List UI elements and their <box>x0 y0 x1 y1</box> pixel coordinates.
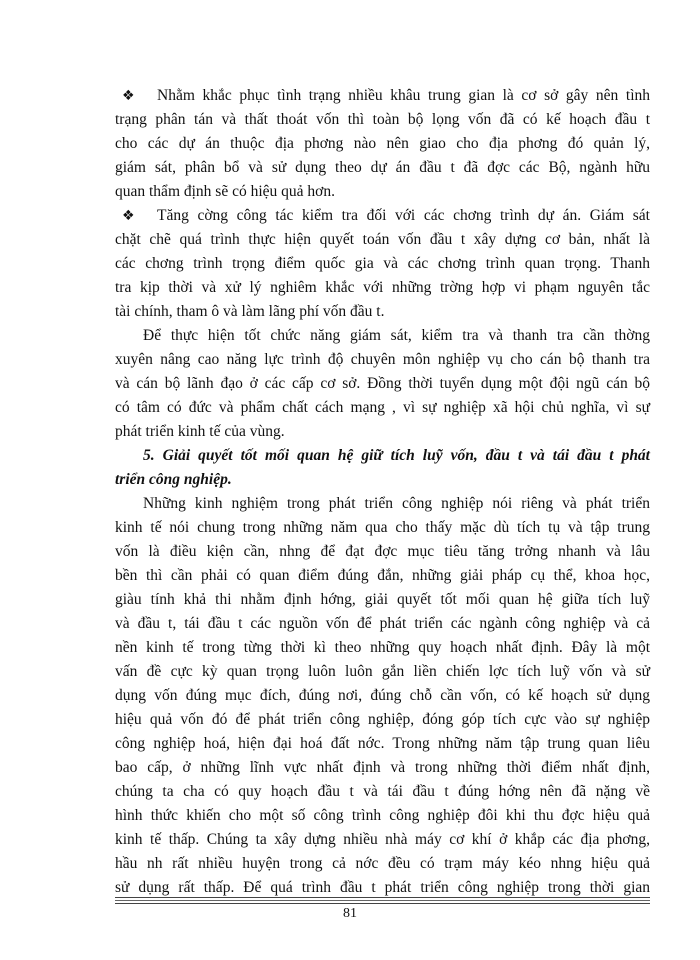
text-line: Để thực hiện tốt chức năng giám sát, kiểm tra và thanh tra cần thờng <box>143 327 650 344</box>
text-line: cho các dự án thuộc địa phơng nào nên giao cho địa phơng đó quản lý, <box>115 135 650 152</box>
text-line: Nhằm khắc phục tình trạng nhiều khâu trung gian là cơ sở gây nên tình <box>157 87 650 104</box>
text-line: các chơng trình trọng điểm quốc gia và các chơng trình quan trọng. Thanh <box>115 255 650 272</box>
text-line: và cán bộ lãnh đạo ở các cấp cơ sở. Đồng thời tuyển dụng một đội ngũ cán bộ <box>115 375 650 392</box>
text-line: và đầu t, tái đầu t các nguồn vốn để phát triển các ngành công nghiệp và cả <box>115 615 650 632</box>
section-heading: 5. Giải quyết tốt mối quan hệ giữ tích luỹ vốn, đầu t và tái đầu t phát <box>143 447 650 464</box>
text-line: giám sát, phân bổ và sử dụng theo dự án đầu t đã đợc các Bộ, ngành hữu <box>115 159 650 176</box>
page-number: 81 <box>343 906 357 921</box>
text-line: vốn là điều kiện cần, nhng để đạt đợc mục tiêu tăng trởng nhanh và lâu <box>115 543 650 560</box>
text-line: hiệu quả vốn đó để phát triển công nghiệp, đóng góp tích cực vào sự nghiệp <box>115 711 650 728</box>
text-line: vấn đề cực kỳ quan trọng luôn luôn gắn liền chiến lợc tích luỹ vốn và sử <box>115 663 650 680</box>
text-line: sử dụng rất thấp. Để quá trình đầu t phát triển công nghiệp trong thời gian <box>115 879 650 896</box>
text-line: trạng phân tán và thất thoát vốn thì toàn bộ lọng vốn đã có kế hoạch đầu t <box>115 111 650 128</box>
text-line: hầu nh rất nhiều huyện trong cả nớc đều có trạm máy kéo nhng hiệu quả <box>115 855 650 872</box>
text-line: công nghiệp hoá, hiện đại hoá đất nớc. Trong những năm tập trung quan liêu <box>115 735 650 752</box>
text-line: kinh tế nói chung trong những năm qua cho thấy mặc dù tích tụ và tập trung <box>115 519 650 536</box>
text-line: phát triển kinh tế của vùng. <box>115 423 285 440</box>
text-line: chặt chẽ quá trình thực hiện quyết toán vốn đầu t xây dựng cơ bản, nhất là <box>115 231 650 248</box>
text-line: xuyên nâng cao năng lực trình độ chuyên môn nghiệp vụ cho cán bộ thanh tra <box>115 351 650 368</box>
diamond-bullet-icon: ❖ <box>122 88 135 104</box>
text-line: giàu tính khả thi nhằm định hớng, giải quyết tốt mối quan hệ giữa tích luỹ <box>115 591 650 608</box>
text-line: hình thức khiến cho một số công trình công nghiệp đôi khi thu đợc hiệu quả <box>115 807 650 824</box>
text-line: bao cấp, ở những lĩnh vực nhất định và trong những thời điểm nhất định, <box>115 759 650 776</box>
footer-divider <box>115 897 650 904</box>
diamond-bullet-icon: ❖ <box>122 208 135 224</box>
text-line: tra kịp thời và xử lý nghiêm khắc với những trờng hợp vi phạm nguyên tắc <box>115 279 650 296</box>
text-line: Những kinh nghiệm trong phát triển công nghiệp nói riêng và phát triển <box>143 495 650 512</box>
text-line: tài chính, tham ô và làm lãng phí vốn đầu t. <box>115 303 385 320</box>
text-line: dụng vốn đúng mục đích, đúng nơi, đúng chỗ cần vốn, có kế hoạch sử dụng <box>115 687 650 704</box>
text-line: bền thì cần phải có quan điểm đúng đắn, những giải pháp cụ thể, khoa học, <box>115 567 650 584</box>
section-heading: triển công nghiệp. <box>115 471 232 488</box>
text-line: chúng ta cha có quy hoạch đầu t và tái đầu t đúng hớng nên đã nặng về <box>115 783 650 800</box>
text-line: có tâm có đức và phẩm chất cách mạng , vì sự nghiệp xã hội chủ nghĩa, vì sự <box>115 399 650 416</box>
text-line: kinh tế thấp. Chúng ta xây dựng nhiều nhà máy cơ khí ở khắp các địa phơng, <box>115 831 650 848</box>
text-line: Tăng cờng công tác kiểm tra đối với các chơng trình dự án. Giám sát <box>157 207 650 224</box>
text-line: nền kinh tế trong từng thời kì theo những quy hoạch nhất định. Đây là một <box>115 639 650 656</box>
text-line: quan thẩm định sẽ có hiệu quả hơn. <box>115 183 335 200</box>
